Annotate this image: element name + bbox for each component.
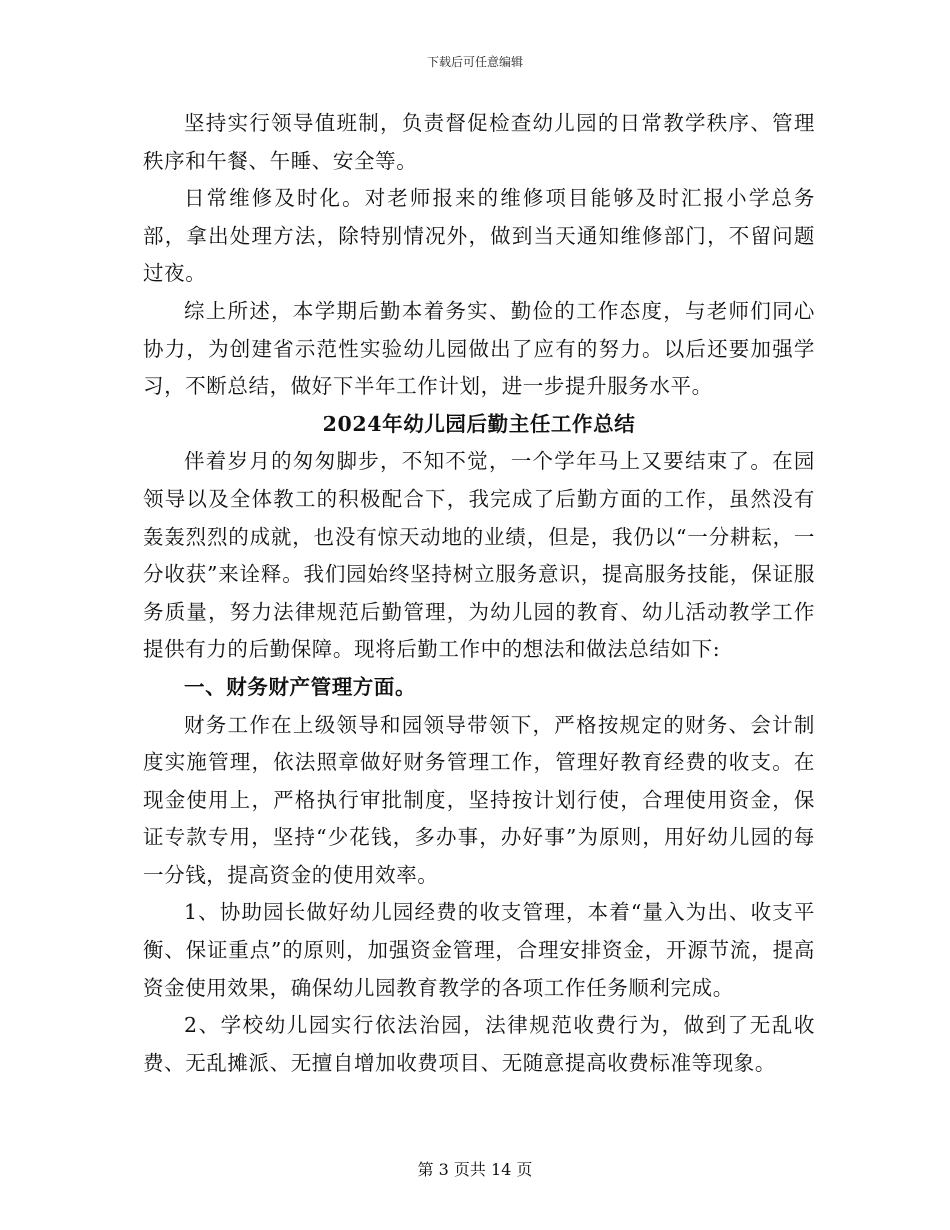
page-footer: 第 3 页共 14 页 — [417, 1160, 533, 1179]
paragraph: 财务工作在上级领导和园领导带领下，严格按规定的财务、会计制度实施管理，依法照章做好财务管理工作，管理好教育经费的收支。在现金使用上，严格执行审批制度，坚持按计划行使，合理使用资金，保证专款专用，坚持“少花钱，多办事，办好事”为原则，用好幼儿园的每一分钱，提高资金的使用效率。 — [143, 712, 815, 887]
paragraph: 伴着岁月的匆匆脚步，不知不觉，一个学年马上又要结束了。在园领导以及全体教工的积极配合下，我完成了后勤方面的工作，虽然没有轰轰烈烈的成就，也没有惊天动地的业绩，但是，我仍以“一分耕耘，一分收获”来诠释。我们园始终坚持树立服务意识，提高服务技能，保证服务质量，努力法律规范后勤管理，为幼儿园的教育、幼儿活动教学工作提供有力的后勤保障。现将后勤工作中的想法和做法总结如下: — [143, 449, 815, 662]
section-title: 2024年幼儿园后勤主任工作总结 — [322, 411, 636, 436]
paragraph: 日常维修及时化。对老师报来的维修项目能够及时汇报小学总务部，拿出处理方法，除特别情况外，做到当天通知维修部门，不留问题过夜。 — [143, 186, 815, 286]
paragraph: 综上所述，本学期后勤本着务实、勤俭的工作态度，与老师们同心协力，为创建省示范性实验幼儿园做出了应有的努力。以后还要加强学习，不断总结，做好下半年工作计划，进一步提升服务水平。 — [143, 298, 815, 399]
paragraph: 坚持实行领导值班制，负责督促检查幼儿园的日常教学秩序、管理秩序和午餐、午睡、安全等。 — [143, 111, 815, 173]
paragraph: 1、协助园长做好幼儿园经费的收支管理，本着“量入为出、收支平衡、保证重点”的原则，加强资金管理，合理安排资金，开源节流，提高资金使用效果，确保幼儿园教育教学的各项工作任务顺利完成。 — [143, 900, 815, 1000]
section-heading: 一、财务财产管理方面。 — [184, 674, 417, 699]
page-header: 下载后可任意编辑 — [426, 55, 523, 69]
paragraph: 2、学校幼儿园实行依法治园，法律规范收费行为，做到了无乱收费、无乱摊派、无擅自增加收费项目、无随意提高收费标准等现象。 — [143, 1013, 815, 1075]
document-body — [143, 105, 815, 1082]
